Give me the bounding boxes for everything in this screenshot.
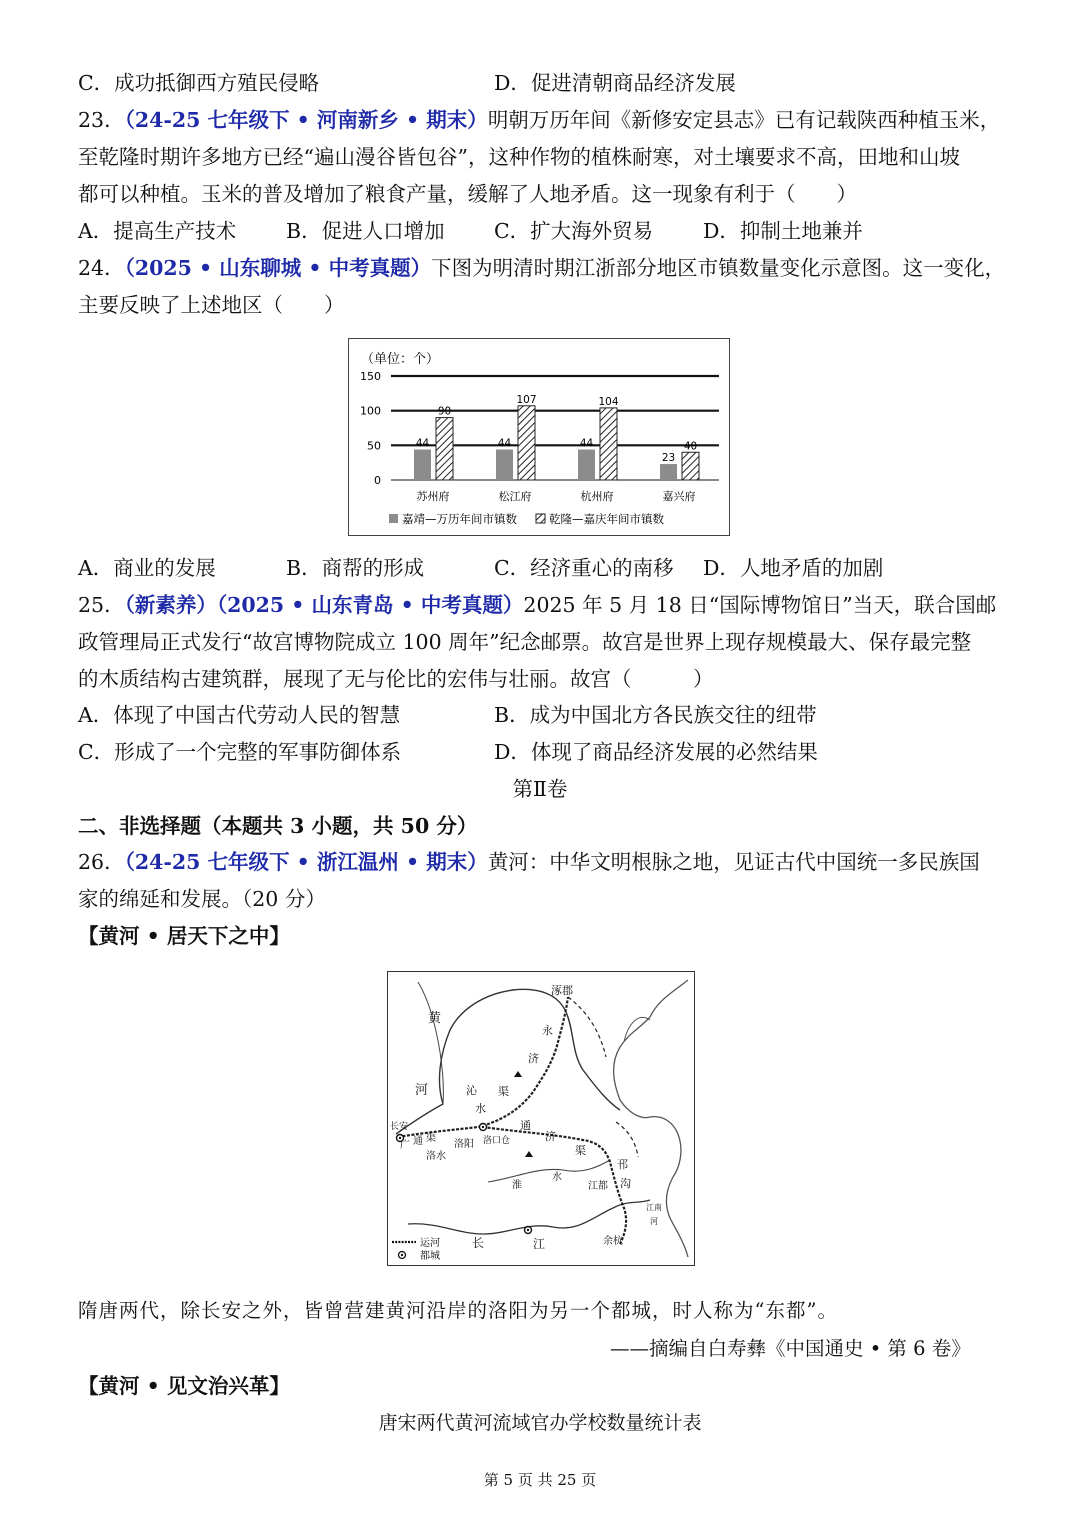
map-label-yong: 永 (542, 1024, 553, 1037)
legend-swatch (389, 514, 398, 523)
dashed-route (568, 997, 638, 1157)
q23-source: （24-25 七年级下 • 河南新乡 • 期末） (124, 108, 488, 132)
q24-option-d: D．人地矛盾的加剧 (703, 556, 884, 580)
bar (682, 452, 699, 480)
page-footer: 第 5 页 共 25 页 (483, 1471, 597, 1489)
huai-river (488, 1160, 610, 1182)
data-label: 44 (497, 437, 512, 450)
q22-option-d: D．促进清朝商品经济发展 (494, 71, 736, 95)
q26-quote: 隋唐两代，除长安之外，皆曾营建黄河沿岸的洛阳为另一个都城，时人称为“东都”。 (78, 1299, 838, 1322)
q25-number: 25． (78, 593, 125, 617)
q24-text-1: 下图为明清时期江浙部分地区市镇数量变化示意图。这一变化， (431, 256, 1006, 280)
q23-option-b: B．促进人口增加 (286, 219, 445, 243)
q24-source: （2025 • 山东聊城 • 中考真题） (124, 256, 432, 280)
capital-yuhang-dot (527, 1229, 529, 1231)
q24-number: 24． (78, 256, 125, 280)
y-tick-label: 150 (360, 370, 381, 383)
q23-text-1: 明朝万历年间《新修安定县志》已有记载陕西种植玉米， (487, 108, 1001, 132)
category-label: 苏州府 (416, 490, 450, 503)
chart-svg (349, 339, 729, 535)
q25-line-2: 政管理局正式发行“故宫博物院成立 100 周年”纪念邮票。故宫是世界上现存规模最大、保存最完整 (78, 630, 972, 654)
legend-label: 嘉靖—万历年间市镇数 (402, 512, 517, 526)
capital-changan-dot (399, 1137, 401, 1139)
map-label-shui-2: 水 (552, 1172, 562, 1183)
bar (436, 418, 453, 480)
q23-line-2: 至乾隆时期许多地方已经“遍山漫谷皆包谷”，这种作物的植株耐寒，对土壤要求不高，田地和山坡 (78, 145, 960, 169)
map-label-qu-2: 渠 (426, 1133, 436, 1144)
map-label-ji-1: 济 (528, 1052, 539, 1065)
map-label-changan: 长安 (390, 1122, 409, 1132)
volume-title: 第Ⅱ卷 (512, 777, 568, 801)
data-label: 44 (579, 437, 594, 450)
map-label-tong-1: 通 (413, 1136, 423, 1147)
bar (414, 449, 431, 480)
bar (600, 408, 617, 480)
bar (578, 449, 595, 480)
q26-number: 26． (78, 850, 125, 874)
map-label-shui-1: 水 (475, 1102, 486, 1115)
q23-option-d: D．抑制土地兼并 (703, 219, 863, 243)
data-label: 90 (437, 405, 452, 418)
q26-line-2: 家的绵延和发展。（20 分） (78, 887, 326, 911)
map-label-luoyang: 洛阳 (454, 1139, 474, 1150)
q24-line-1 (78, 254, 1005, 282)
data-label: 107 (516, 393, 537, 406)
bar (660, 464, 677, 480)
legend-capital-dot (401, 1254, 403, 1256)
legend-capital-label: 都城 (420, 1251, 440, 1262)
map-label-luoshui: 洛水 (426, 1151, 446, 1162)
q25-option-d: D．体现了商品经济发展的必然结果 (494, 740, 818, 764)
coastline (614, 980, 688, 1257)
map-label-jiangdu: 江都 (588, 1181, 608, 1192)
map-svg (388, 972, 694, 1265)
map-label-luokoucang: 洛口仓 (483, 1136, 511, 1146)
q24-line-2: 主要反映了上述地区（ ） (78, 293, 345, 317)
map-label-yuhang: 余杭 (603, 1236, 623, 1247)
map-label-chang: 长 (472, 1236, 485, 1250)
map-label-ji-2: 济 (545, 1130, 556, 1143)
q26-subheading-2: 【黄河 • 见文治兴革】 (78, 1374, 290, 1398)
q23-line-3: 都可以种植。玉米的普及增加了粮食产量，缓解了人地矛盾。这一现象有利于（ ） (78, 182, 857, 206)
q25-line-1 (78, 591, 996, 619)
category-label: 松江府 (498, 490, 532, 503)
y-tick-label: 100 (360, 404, 381, 418)
q25-option-a: A．体现了中国古代劳动人民的智慧 (78, 703, 401, 727)
q26-source: （24-25 七年级下 • 浙江温州 • 期末） (124, 850, 488, 874)
map-label-gou: 沟 (620, 1177, 631, 1190)
granary-icon-2 (525, 1151, 533, 1157)
legend-canal-label: 运河 (420, 1238, 440, 1249)
capital-luoyang-dot (482, 1126, 484, 1128)
category-label: 嘉兴府 (662, 490, 696, 503)
q23-option-a: A．提高生产技术 (78, 219, 237, 243)
data-label: 23 (661, 452, 676, 465)
q23-number: 23． (78, 108, 125, 132)
q25-text-1: 2025 年 5 月 18 日“国际博物馆日”当天，联合国邮 (523, 593, 997, 617)
q23-option-c: C．扩大海外贸易 (494, 219, 654, 243)
map-label-qin: 沁 (466, 1084, 477, 1097)
map-label-qu-1: 渠 (498, 1085, 509, 1098)
bar (518, 406, 535, 480)
y-tick-label: 50 (367, 439, 381, 453)
q26-text-1: 黄河：中华文明根脉之地，见证古代中国统一多民族国 (487, 850, 980, 874)
q25-option-c: C．形成了一个完整的军事防御体系 (78, 740, 402, 764)
q24-option-b: B．商帮的形成 (286, 556, 425, 580)
map-label-he-2: 河 (650, 1217, 658, 1226)
y-tick-label: 0 (374, 474, 381, 487)
data-label: 40 (683, 440, 698, 453)
data-label: 44 (415, 437, 430, 450)
q25-source: （新素养）（2025 • 山东青岛 • 中考真题） (124, 593, 524, 617)
legend-label: 乾隆—嘉庆年间市镇数 (549, 512, 664, 526)
q26-line-1 (78, 848, 980, 876)
q26-table-title: 唐宋两代黄河流域官办学校数量统计表 (378, 1412, 702, 1434)
q25-option-b: B．成为中国北方各民族交往的纽带 (494, 703, 817, 727)
market-town-chart (348, 338, 730, 536)
granary-icon (514, 1071, 522, 1077)
section-2-heading: 二、非选择题（本题共 3 小题，共 50 分） (78, 814, 478, 838)
q26-subheading-1: 【黄河 • 居天下之中】 (78, 924, 290, 948)
map-label-huai: 淮 (512, 1180, 522, 1191)
q24-option-a: A．商业的发展 (78, 556, 216, 580)
map-label-guang: 广 (400, 1140, 410, 1151)
map-label-qu-3: 渠 (575, 1144, 586, 1157)
data-label: 104 (598, 395, 619, 408)
map-label-han: 邗 (617, 1158, 628, 1171)
category-label: 杭州府 (580, 490, 614, 503)
map-label-jiang: 江 (533, 1237, 546, 1251)
q26-citation: ——摘编自白寿彝《中国通史 • 第 6 卷》 (610, 1337, 971, 1360)
legend-swatch (536, 514, 545, 523)
chart-title: （单位：个） (361, 352, 440, 367)
q22-option-c: C．成功抵御西方殖民侵略 (78, 71, 320, 95)
map-label-he: 河 (415, 1083, 429, 1098)
map-label-jiangnan: 江南 (646, 1203, 662, 1212)
bar (496, 449, 513, 480)
grand-canal-map (387, 971, 695, 1266)
q24-option-c: C．经济重心的南移 (494, 556, 674, 580)
q25-line-3: 的木质结构古建筑群，展现了无与伦比的宏伟与壮丽。故宫（ ） (78, 667, 714, 691)
q23-line-1 (78, 106, 1000, 134)
map-label-huang: 黄 (428, 1011, 442, 1026)
map-label-zhuojun: 涿郡 (551, 984, 573, 997)
map-label-tong-2: 通 (520, 1119, 531, 1132)
